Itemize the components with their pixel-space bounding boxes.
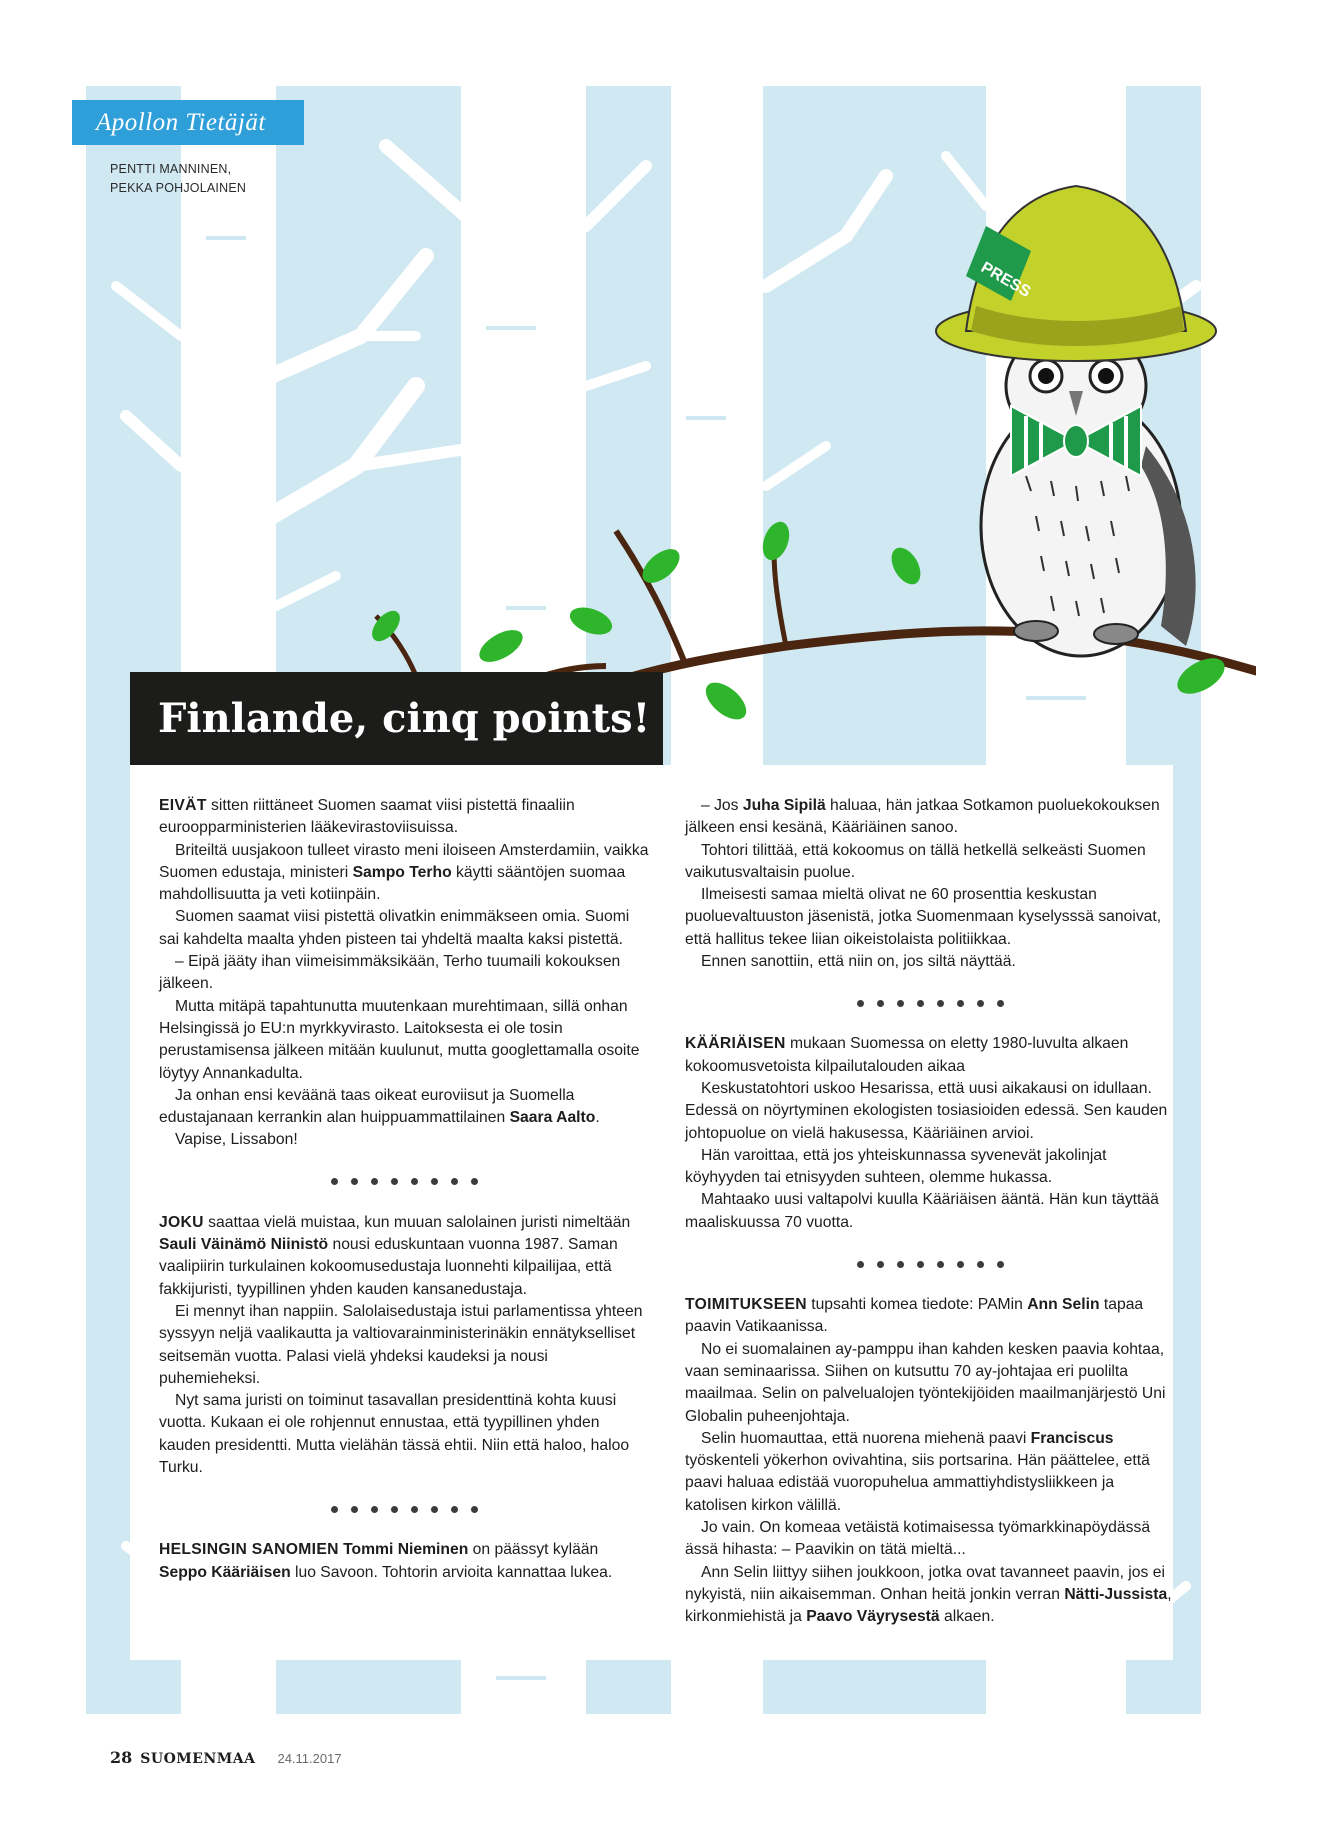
person-name: Nätti-Jussista — [1064, 1585, 1168, 1603]
author-line: PEKKA POHJOLAINEN — [110, 181, 247, 195]
author-line: PENTTI MANNINEN, — [110, 162, 232, 176]
section-divider — [159, 1479, 649, 1539]
paragraph: JOKU saattaa vielä muistaa, kun muuan salolainen juristi nimeltään Sauli Väinämö Niinistö nousi eduskuntaan vuonna 1987. Saman vaalipiirin turkulainen kokoomusedustaja luonnehti kilpailijaa, että fakkijuristi, tyypillinen yhden kauden kansanedustaja. — [159, 1213, 631, 1298]
divider-dot — [471, 1178, 478, 1185]
divider-dot — [997, 1000, 1004, 1007]
divider-dot — [371, 1506, 378, 1513]
paragraph: EIVÄT sitten riittäneet Suomen saamat viisi pistettä finaaliin euroopparministerien lääkevirastoviisuissa. — [159, 797, 575, 837]
divider-dot — [431, 1506, 438, 1513]
person-name: Saara Aalto — [509, 1109, 596, 1127]
lead-word: JOKU — [159, 1213, 204, 1231]
divider-dot — [391, 1506, 398, 1513]
lead-word: HELSINGIN SANOMIEN — [159, 1541, 339, 1559]
divider-dot — [331, 1506, 338, 1513]
divider-dot — [351, 1178, 358, 1185]
divider-dot — [957, 1000, 964, 1007]
paragraph: Ja onhan ensi keväänä taas oikeat euroviisut ja Suomella edustajanaan kerrankin alan huippuammattilainen Saara Aalto. — [159, 1086, 600, 1127]
person-name: Paavo Väyrysestä — [806, 1608, 940, 1626]
divider-dot — [857, 1261, 864, 1268]
article-column-left — [159, 795, 649, 1584]
divider-dot — [411, 1506, 418, 1513]
page-number: 28 — [110, 1748, 133, 1767]
paragraph: Selin huomauttaa, että nuorena miehenä paavi Franciscus työskenteli yökerhon ovivahtina, siis portsarina. Hän päättelee, että paavi haluaa edistää vuoropuhelua ammattiyhdistysliikkeen ja katolisen kirkon välillä. — [685, 1429, 1150, 1514]
article-column-right — [685, 795, 1175, 1629]
divider-dot — [351, 1506, 358, 1513]
paragraph: Tohtori tilittää, että kokoomus on tällä hetkellä selkeästi Suomen vaikutusvaltaisin puolue. — [685, 841, 1146, 881]
paragraph: Jo vain. On komeaa vetäistä kotimaisessa työmarkkinapöydässä ässä hihasta: – Paavikin on tätä mieltä... — [685, 1519, 1151, 1559]
paragraph: Suomen saamat viisi pistettä olivatkin enimmäkseen omia. Suomi sai kahdelta maalta yhden pisteen tai yhdeltä maalta kaksi pistettä. — [159, 908, 630, 948]
person-name: Sauli Väinämö Niinistö — [159, 1236, 329, 1254]
section-divider — [685, 973, 1175, 1033]
paragraph: Mahtaako uusi valtapolvi kuulla Kääriäisen ääntä. Hän kun täyttää maaliskuussa 70 vuotta. — [685, 1191, 1159, 1231]
person-name: Ann Selin — [1027, 1296, 1100, 1314]
paragraph: Briteiltä uusjakoon tulleet virasto meni iloiseen Amsterdamiin, vaikka Suomen edustaja, ministeri Sampo Terho käytti sääntöjen suomaa mahdollisuutta ja veti kotiinpäin. — [159, 841, 649, 904]
divider-dot — [431, 1178, 438, 1185]
publication-name: SUOMENMAA — [140, 1751, 256, 1767]
section-divider — [685, 1234, 1175, 1294]
divider-dot — [331, 1178, 338, 1185]
divider-dot — [391, 1178, 398, 1185]
divider-dot — [877, 1000, 884, 1007]
divider-dot — [897, 1261, 904, 1268]
paragraph: TOIMITUKSEEN tupsahti komea tiedote: PAMin Ann Selin tapaa paavin Vatikaanissa. — [685, 1296, 1144, 1336]
divider-dot — [997, 1261, 1004, 1268]
divider-dot — [917, 1000, 924, 1007]
divider-dot — [857, 1000, 864, 1007]
person-name: Seppo Kääriäisen — [159, 1563, 291, 1581]
issue-date: 24.11.2017 — [277, 1751, 342, 1766]
divider-dot — [877, 1261, 884, 1268]
hat-band-text: PRESS — [977, 259, 1034, 301]
person-name: Sampo Terho — [352, 863, 452, 881]
paragraph: – Jos Juha Sipilä haluaa, hän jatkaa Sotkamon puoluekokouksen jälkeen ensi kesänä, Kääriäinen sanoo. — [685, 797, 1160, 837]
paragraph: Ennen sanottiin, että niin on, jos siltä näyttää. — [701, 953, 1016, 971]
paragraph: Mutta mitäpä tapahtunutta muutenkaan murehtimaan, sillä onhan Helsingissä jo EU:n myrkkyvirasto. Laitoksesta ei ole tosin perustamisensa jälkeen mitään kuulunut, mutta googlettamalla osoite löytyy Annankadulta. — [159, 997, 640, 1082]
section-label: Apollon Tietäjät — [72, 100, 304, 145]
lead-word: KÄÄRIÄISEN — [685, 1035, 786, 1053]
lead-word: TOIMITUKSEEN — [685, 1296, 807, 1314]
divider-dot — [451, 1178, 458, 1185]
divider-dot — [977, 1261, 984, 1268]
paragraph: Ann Selin liittyy siihen joukkoon, jotka ovat tavanneet paavin, jos ei nykyistä, niin aikaisemman. Onhan heitä jonkin verran Nätti-Jussista, kirkonmiehistä ja Paavo Väyrysestä alkaen. — [685, 1563, 1172, 1626]
page-footer — [110, 1748, 342, 1772]
paragraph: Hän varoittaa, että jos yhteiskunnassa syvenevät jakolinjat köyhyyden tai etnisyyden suhteen, olemme hukassa. — [685, 1146, 1107, 1187]
divider-dot — [897, 1000, 904, 1007]
paragraph: HELSINGIN SANOMIEN Tommi Nieminen on päässyt kylään Seppo Kääriäisen luo Savoon. Tohtorin arvioita kannattaa lukea. — [159, 1541, 613, 1581]
paragraph: Ei mennyt ihan nappiin. Salolaisedustaja istui parlamentissa yhteen syssyyn neljä vaalikautta ja valtiovarainministerinäkin ennätykselliset seitsemän vuotta. Palasi vielä yhdeksi kaudeksi ja nousi puhemieheksi. — [159, 1302, 643, 1387]
paragraph: Vapise, Lissabon! — [175, 1131, 298, 1149]
author-credits — [110, 160, 246, 198]
divider-dot — [411, 1178, 418, 1185]
person-name: Franciscus — [1030, 1429, 1114, 1447]
section-divider — [159, 1152, 649, 1212]
divider-dot — [471, 1506, 478, 1513]
divider-dot — [937, 1000, 944, 1007]
paragraph: KÄÄRIÄISEN mukaan Suomessa on eletty 1980-luvulta alkaen kokoomusvetoista kilpailutalouden aikaa — [685, 1035, 1129, 1075]
owl-illustration — [936, 186, 1216, 656]
divider-dot — [451, 1506, 458, 1513]
paragraph: Keskustatohtori uskoo Hesarissa, että uusi aikakausi on idullaan. Edessä on nöyrtyminen ekologisten tosiasioiden edessä. Sen kauden johtopuolue on vielä hakusessa, Kääriäinen arvioi. — [685, 1079, 1168, 1142]
paragraph: No ei suomalainen ay-pamppu ihan kahden kesken paavia kohtaa, vaan seminaarissa. Siihen on kutsuttu 70 ay-johtajaa eri puolilta maailmaa. Selin on palvelualojen työntekijöiden maailmanjärjestö Uni Globalin puheenjohtaja. — [685, 1340, 1166, 1425]
divider-dot — [937, 1261, 944, 1268]
paragraph: Ilmeisesti samaa mieltä olivat ne 60 prosenttia keskustan puoluevaltuuston jäsenistä, jotka Suomenmaan kyselysssä sanoivat, että hallitus tekee liian oikeistolaista politiikkaa. — [685, 886, 1162, 948]
divider-dot — [957, 1261, 964, 1268]
lead-word: EIVÄT — [159, 797, 207, 814]
article-title: Finlande, cinq points! — [130, 672, 663, 765]
paragraph: Nyt sama juristi on toiminut tasavallan presidenttinä kohta kuusi vuotta. Kukaan ei ole rohjennut ennustaa, että tyypillinen yhden kauden presidentti. Mutta vielähän tässä ehtii. Niin että haloo, haloo Turku. — [159, 1392, 630, 1477]
divider-dot — [977, 1000, 984, 1007]
person-name: Tommi Nieminen — [343, 1541, 469, 1559]
person-name: Juha Sipilä — [742, 797, 826, 814]
divider-dot — [371, 1178, 378, 1185]
paragraph: – Eipä jääty ihan viimeisimmäksikään, Terho tuumaili kokouksen jälkeen. — [159, 953, 621, 993]
divider-dot — [917, 1261, 924, 1268]
